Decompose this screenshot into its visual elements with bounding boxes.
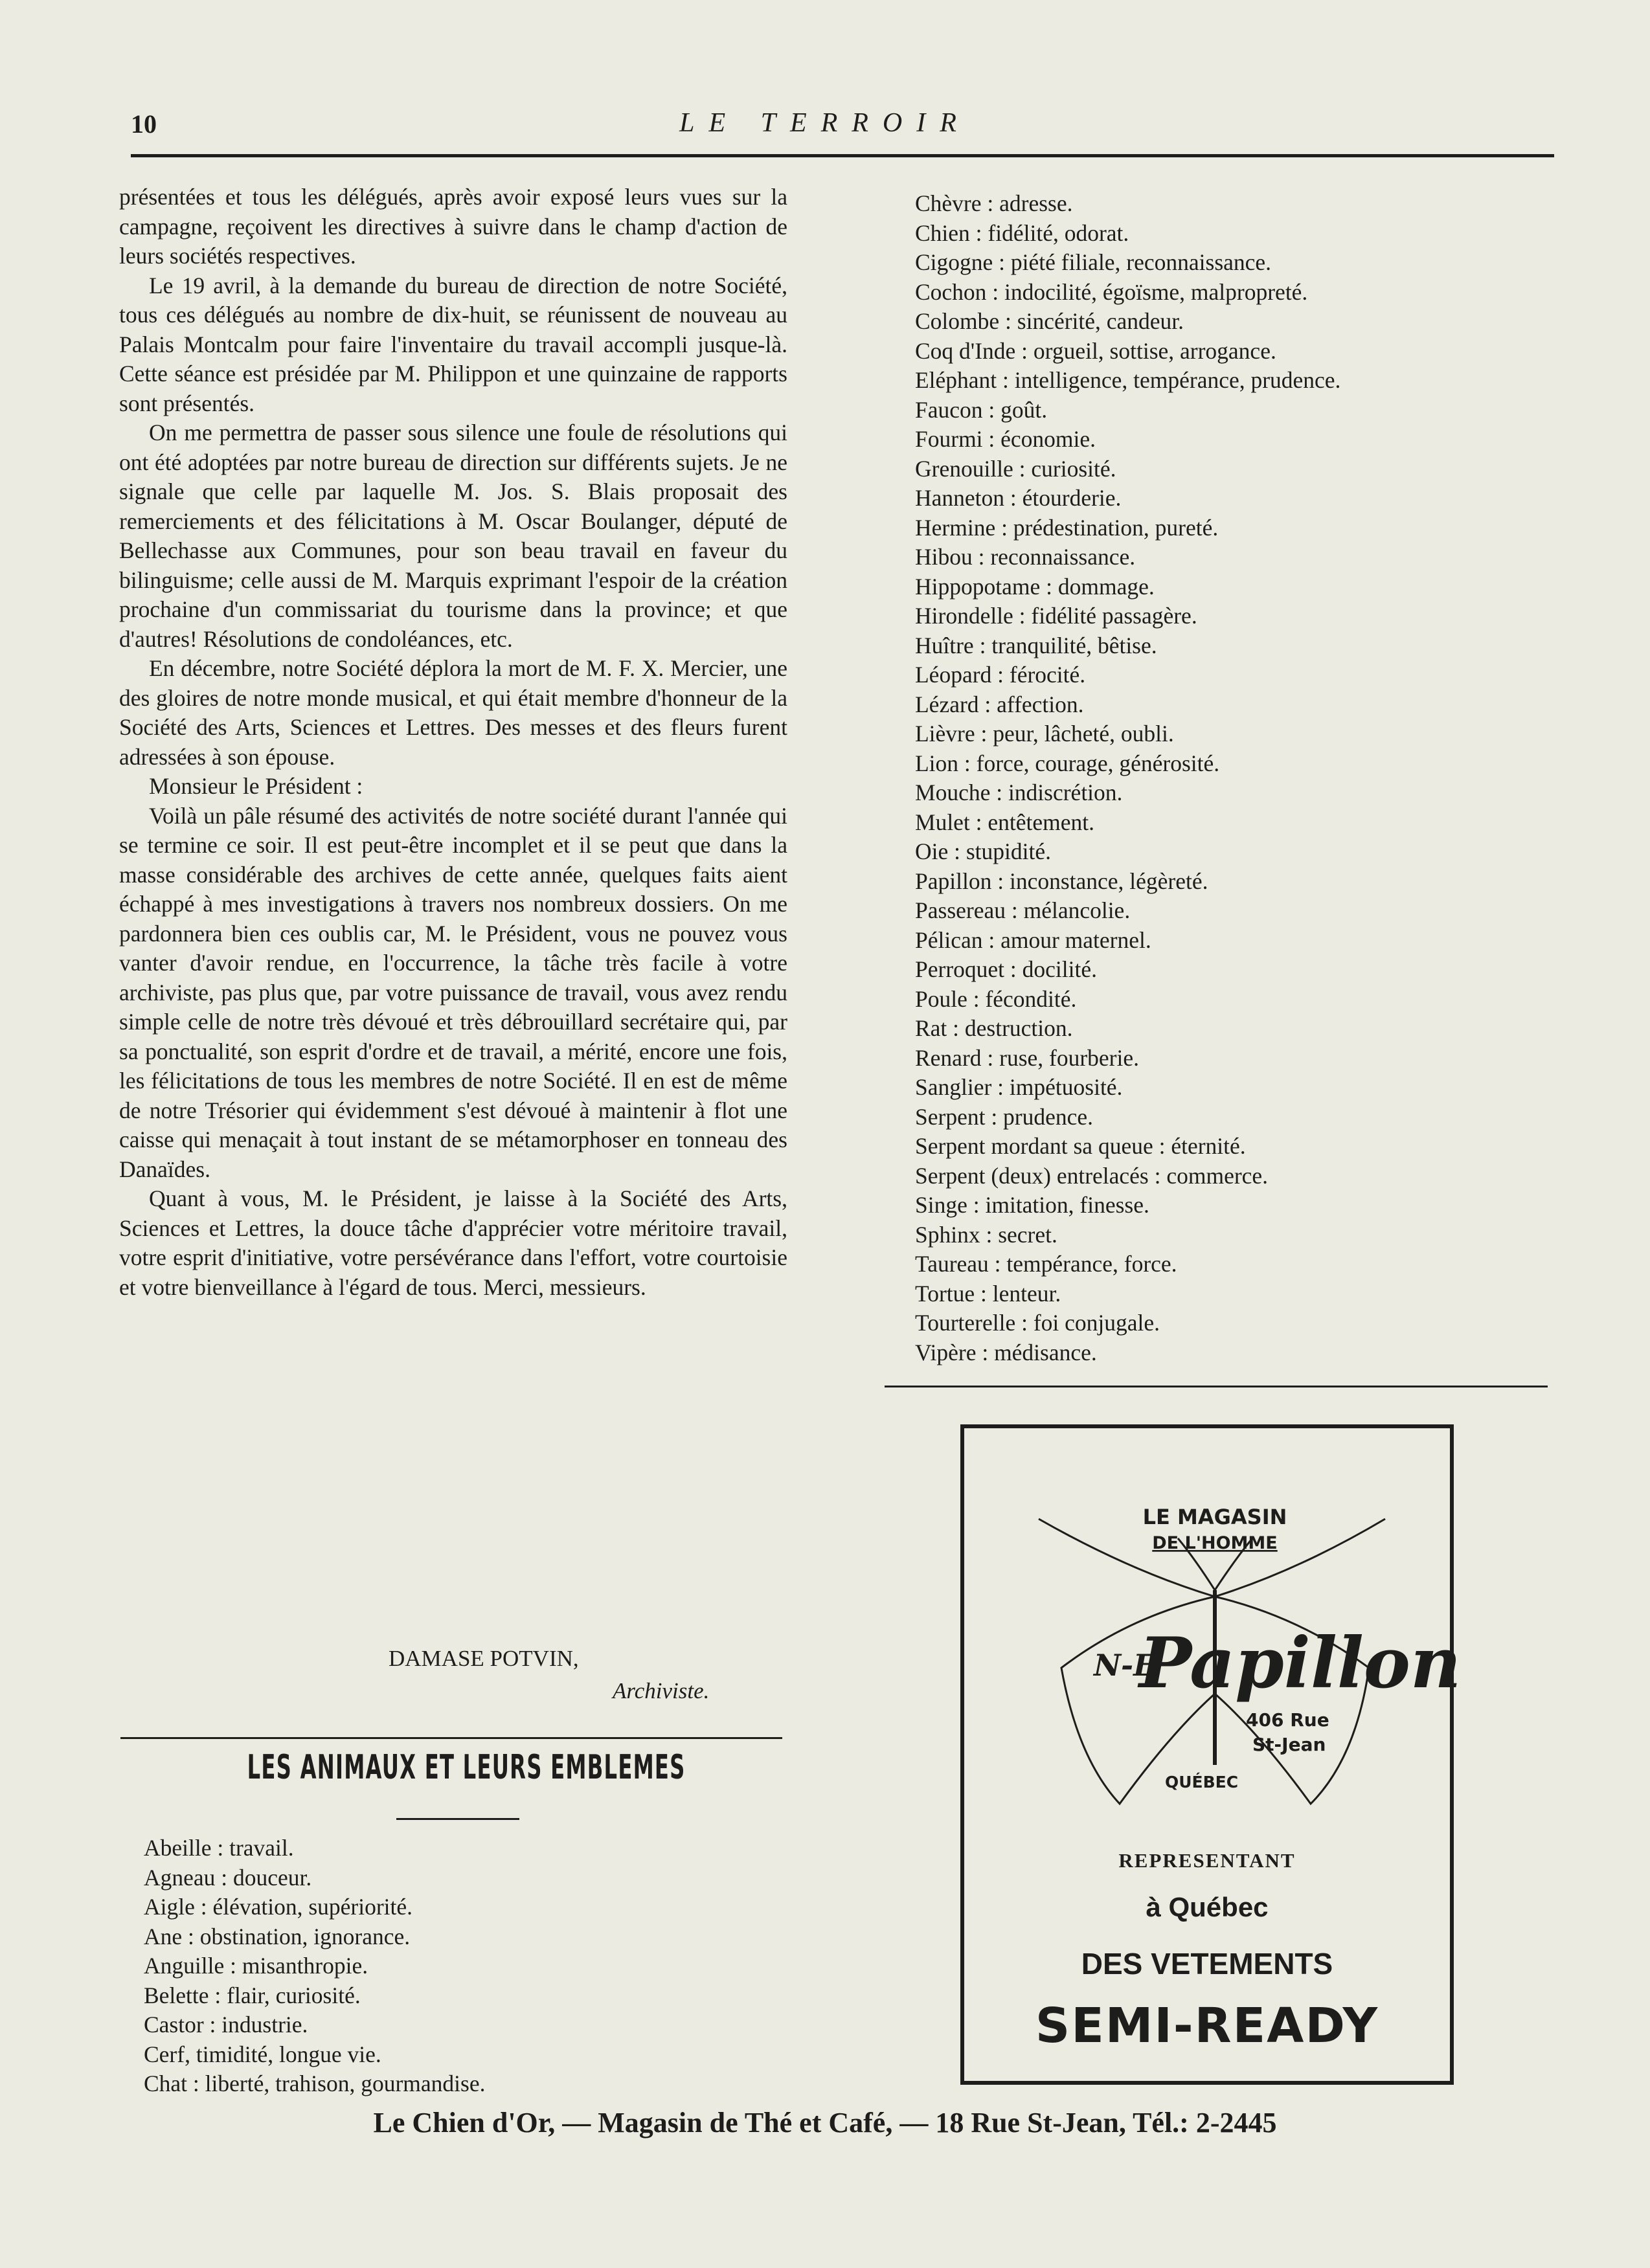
- emblem-list-right: [915, 189, 1563, 1367]
- logo-magasin: LE MAGASIN: [1142, 1505, 1287, 1529]
- emblem-entry: Lièvre : peur, lâcheté, oubli.: [915, 721, 1174, 747]
- section-heading: LES ANIMAUX ET LEURS EMBLEMES: [247, 1748, 686, 1787]
- logo-initials: N-E: [1094, 1648, 1157, 1683]
- emblem-entry: Sphinx : secret.: [915, 1221, 1057, 1248]
- paragraph: Monsieur le Président :: [149, 773, 363, 799]
- emblem-entry: Poule : fécondité.: [915, 985, 1077, 1012]
- emblem-entry: Léopard : férocité.: [915, 662, 1086, 688]
- emblem-entry: Tourterelle : foi conjugale.: [915, 1310, 1160, 1336]
- emblem-entry: Mulet : entêtement.: [915, 809, 1095, 835]
- emblem-entry: Mouche : indiscrétion.: [915, 780, 1123, 805]
- papillon-butterfly-logo: [1032, 1499, 1462, 1823]
- emblem-entry: Faucon : goût.: [915, 396, 1048, 423]
- ad-semi-ready: SEMI-READY: [1035, 1998, 1379, 2054]
- running-title: LE TERROIR: [679, 108, 971, 138]
- signature: [389, 1643, 709, 1707]
- logo-quebec: QUÉBEC: [1165, 1773, 1239, 1791]
- emblem-entry: Colombe : sincérité, candeur.: [915, 308, 1184, 334]
- emblem-entry: Tortue : lenteur.: [915, 1280, 1061, 1307]
- paragraph: Quant à vous, M. le Président, je laisse à la Société des Arts, Sciences et Lettres, la douce tâche d'apprécier votre méritoire travail, votre esprit d'initiative, votre persévérance dans l'effort, votre courtoisie et votre bienveillance à l'égard de tous. Merci, messieurs.: [119, 1185, 787, 1300]
- paragraph: On me permettra de passer sous silence une foule de résolutions qui ont été adoptées par notre bureau de direction sur différents sujets. Je ne signale que celle par laquelle M. Jos. S. Blais proposait des remerciements et des félicitations à M. Oscar Boulanger, député de Bellechasse aux Communes, pour son beau travail en faveur du bilinguisme; celle aussi de M. Marquis exprimant l'espoir de la création prochaine d'un commissariat du tourisme dans la province; et que d'autres! Résolutions de condoléances, etc.: [119, 420, 787, 652]
- footer-advert: Le Chien d'Or, — Magasin de Thé et Café, — 18 Rue St-Jean, Tél.: 2-2445: [373, 2107, 1277, 2139]
- paragraph: présentées et tous les délégués, après avoir exposé leurs vues sur la campagne, reçoivent les directives à suivre dans le champ d'action de leurs sociétés respectives.: [119, 184, 787, 269]
- emblem-entry: Sanglier : impétuosité.: [915, 1074, 1123, 1100]
- emblem-entry: Chèvre : adresse.: [915, 190, 1073, 216]
- emblem-entry: Cigogne : piété filiale, reconnaissance.: [915, 249, 1272, 275]
- emblem-entry: Taureau : tempérance, force.: [915, 1251, 1177, 1277]
- left-column-text: [119, 183, 787, 1302]
- ad-des-vetements: DES VETEMENTS: [1081, 1947, 1333, 1981]
- logo-address-street: 406 Rue: [1246, 1709, 1329, 1731]
- emblem-entry: Anguille : misanthropie.: [144, 1953, 368, 1979]
- emblem-entry: Chat : liberté, trahison, gourmandise.: [144, 2071, 486, 2096]
- emblem-list-left: [144, 1834, 791, 2099]
- paragraph: Voilà un pâle résumé des activités de notre société durant l'année qui se termine ce soir. Il est peut-être incomplet et il se peut que dans la masse considérable des archives de cette année, quelques faits aient échappé à mes investigations à travers nos nombreux dossiers. On me pardonnera bien ces oublis car, M. le Président, vous ne pouvez vous vanter d'avoir rendue, en l'occurrence, la tâche très facile à votre archiviste, pas plus que, par votre puissance de travail, vous avez rendu simple celle de notre très dévoué et très débrouillard secrétaire qui, par sa ponctualité, son esprit d'ordre et de travail, a mérité, encore une fois, les félicitations de tous les membres de notre Société. Il en est de même de notre Trésorier qui évidemment s'est dévoué à maintenir à flot une caisse qui menaçait à tout instant de se métamorphoser en tonneau des Danaïdes.: [119, 802, 787, 1182]
- emblem-entry: Abeille : travail.: [144, 1835, 294, 1861]
- emblem-entry: Serpent : prudence.: [915, 1103, 1094, 1130]
- emblem-entry: Huître : tranquilité, bêtise.: [915, 632, 1157, 658]
- emblem-entry: Lézard : affection.: [915, 691, 1084, 717]
- section-rule: [120, 1737, 782, 1739]
- emblem-entry: Aigle : élévation, supériorité.: [144, 1894, 413, 1920]
- emblem-entry: Hirondelle : fidélité passagère.: [915, 603, 1197, 629]
- emblem-entry: Fourmi : économie.: [915, 426, 1096, 452]
- emblem-entry: Chien : fidélité, odorat.: [915, 219, 1129, 246]
- emblem-entry: Castor : industrie.: [144, 2012, 308, 2038]
- signature-title: Archiviste.: [613, 1678, 710, 1703]
- page-number: 10: [131, 109, 157, 139]
- emblem-entry: Serpent (deux) entrelacés : commerce.: [915, 1162, 1269, 1189]
- paragraph: Le 19 avril, à la demande du bureau de direction de notre Société, tous ces délégués au nombre de dix-huit, se réunissent de nouveau au Palais Montcalm pour faire l'inventaire du travail accompli jusque-là. Cette séance est présidée par M. Philippon et une quinzaine de rapports sont présentés.: [119, 272, 787, 416]
- emblem-entry: Agneau : douceur.: [144, 1864, 312, 1891]
- section-heading-underline: [396, 1818, 519, 1820]
- emblem-entry: Oie : stupidité.: [915, 838, 1052, 864]
- logo-papillon: Papillon: [1139, 1622, 1462, 1704]
- emblem-entry: Pélican : amour maternel.: [915, 926, 1151, 953]
- emblem-entry: Perroquet : docilité.: [915, 956, 1097, 982]
- logo-de-l-homme: DE L'HOMME: [1152, 1533, 1278, 1553]
- ad-representant: REPRESENTANT: [1118, 1849, 1296, 1872]
- advertisement: [960, 1424, 1462, 2085]
- emblem-entry: Renard : ruse, fourberie.: [915, 1044, 1139, 1071]
- emblem-entry: Hippopotame : dommage.: [915, 573, 1155, 600]
- emblem-entry: Vipère : médisance.: [915, 1339, 1097, 1365]
- emblem-entry: Hanneton : étourderie.: [915, 485, 1122, 511]
- emblem-entry: Grenouille : curiosité.: [915, 455, 1116, 482]
- emblem-entry: Belette : flair, curiosité.: [144, 1982, 361, 2008]
- ad-a-quebec: à Québec: [1146, 1892, 1269, 1922]
- emblem-entry: Passereau : mélancolie.: [915, 897, 1131, 923]
- header-rule: [131, 154, 1554, 157]
- emblem-entry: Coq d'Inde : orgueil, sottise, arrogance.: [915, 337, 1276, 364]
- emblem-entry: Cerf, timidité, longue vie.: [144, 2041, 381, 2067]
- emblem-entry: Singe : imitation, finesse.: [915, 1192, 1149, 1218]
- emblem-entry: Ane : obstination, ignorance.: [144, 1923, 411, 1949]
- right-column-rule: [885, 1386, 1548, 1387]
- emblem-entry: Hermine : prédestination, pureté.: [915, 514, 1219, 541]
- paragraph: En décembre, notre Société déplora la mort de M. F. X. Mercier, une des gloires de notre monde musical, et qui était membre d'honneur de la Société des Arts, Sciences et Lettres. Des messes et des fleurs furent adressées à son épouse.: [119, 655, 787, 770]
- emblem-entry: Papillon : inconstance, légèreté.: [915, 868, 1208, 894]
- emblem-entry: Serpent mordant sa queue : éternité.: [915, 1133, 1246, 1159]
- emblem-entry: Cochon : indocilité, égoïsme, malpropreté.: [915, 278, 1308, 305]
- logo-address-stjean: St-Jean: [1252, 1734, 1326, 1755]
- emblem-entry: Rat : destruction.: [915, 1015, 1073, 1041]
- emblem-entry: Eléphant : intelligence, tempérance, prudence.: [915, 367, 1341, 393]
- emblem-entry: Lion : force, courage, générosité.: [915, 750, 1220, 776]
- signature-name: DAMASE POTVIN,: [389, 1646, 579, 1671]
- emblem-entry: Hibou : reconnaissance.: [915, 544, 1136, 570]
